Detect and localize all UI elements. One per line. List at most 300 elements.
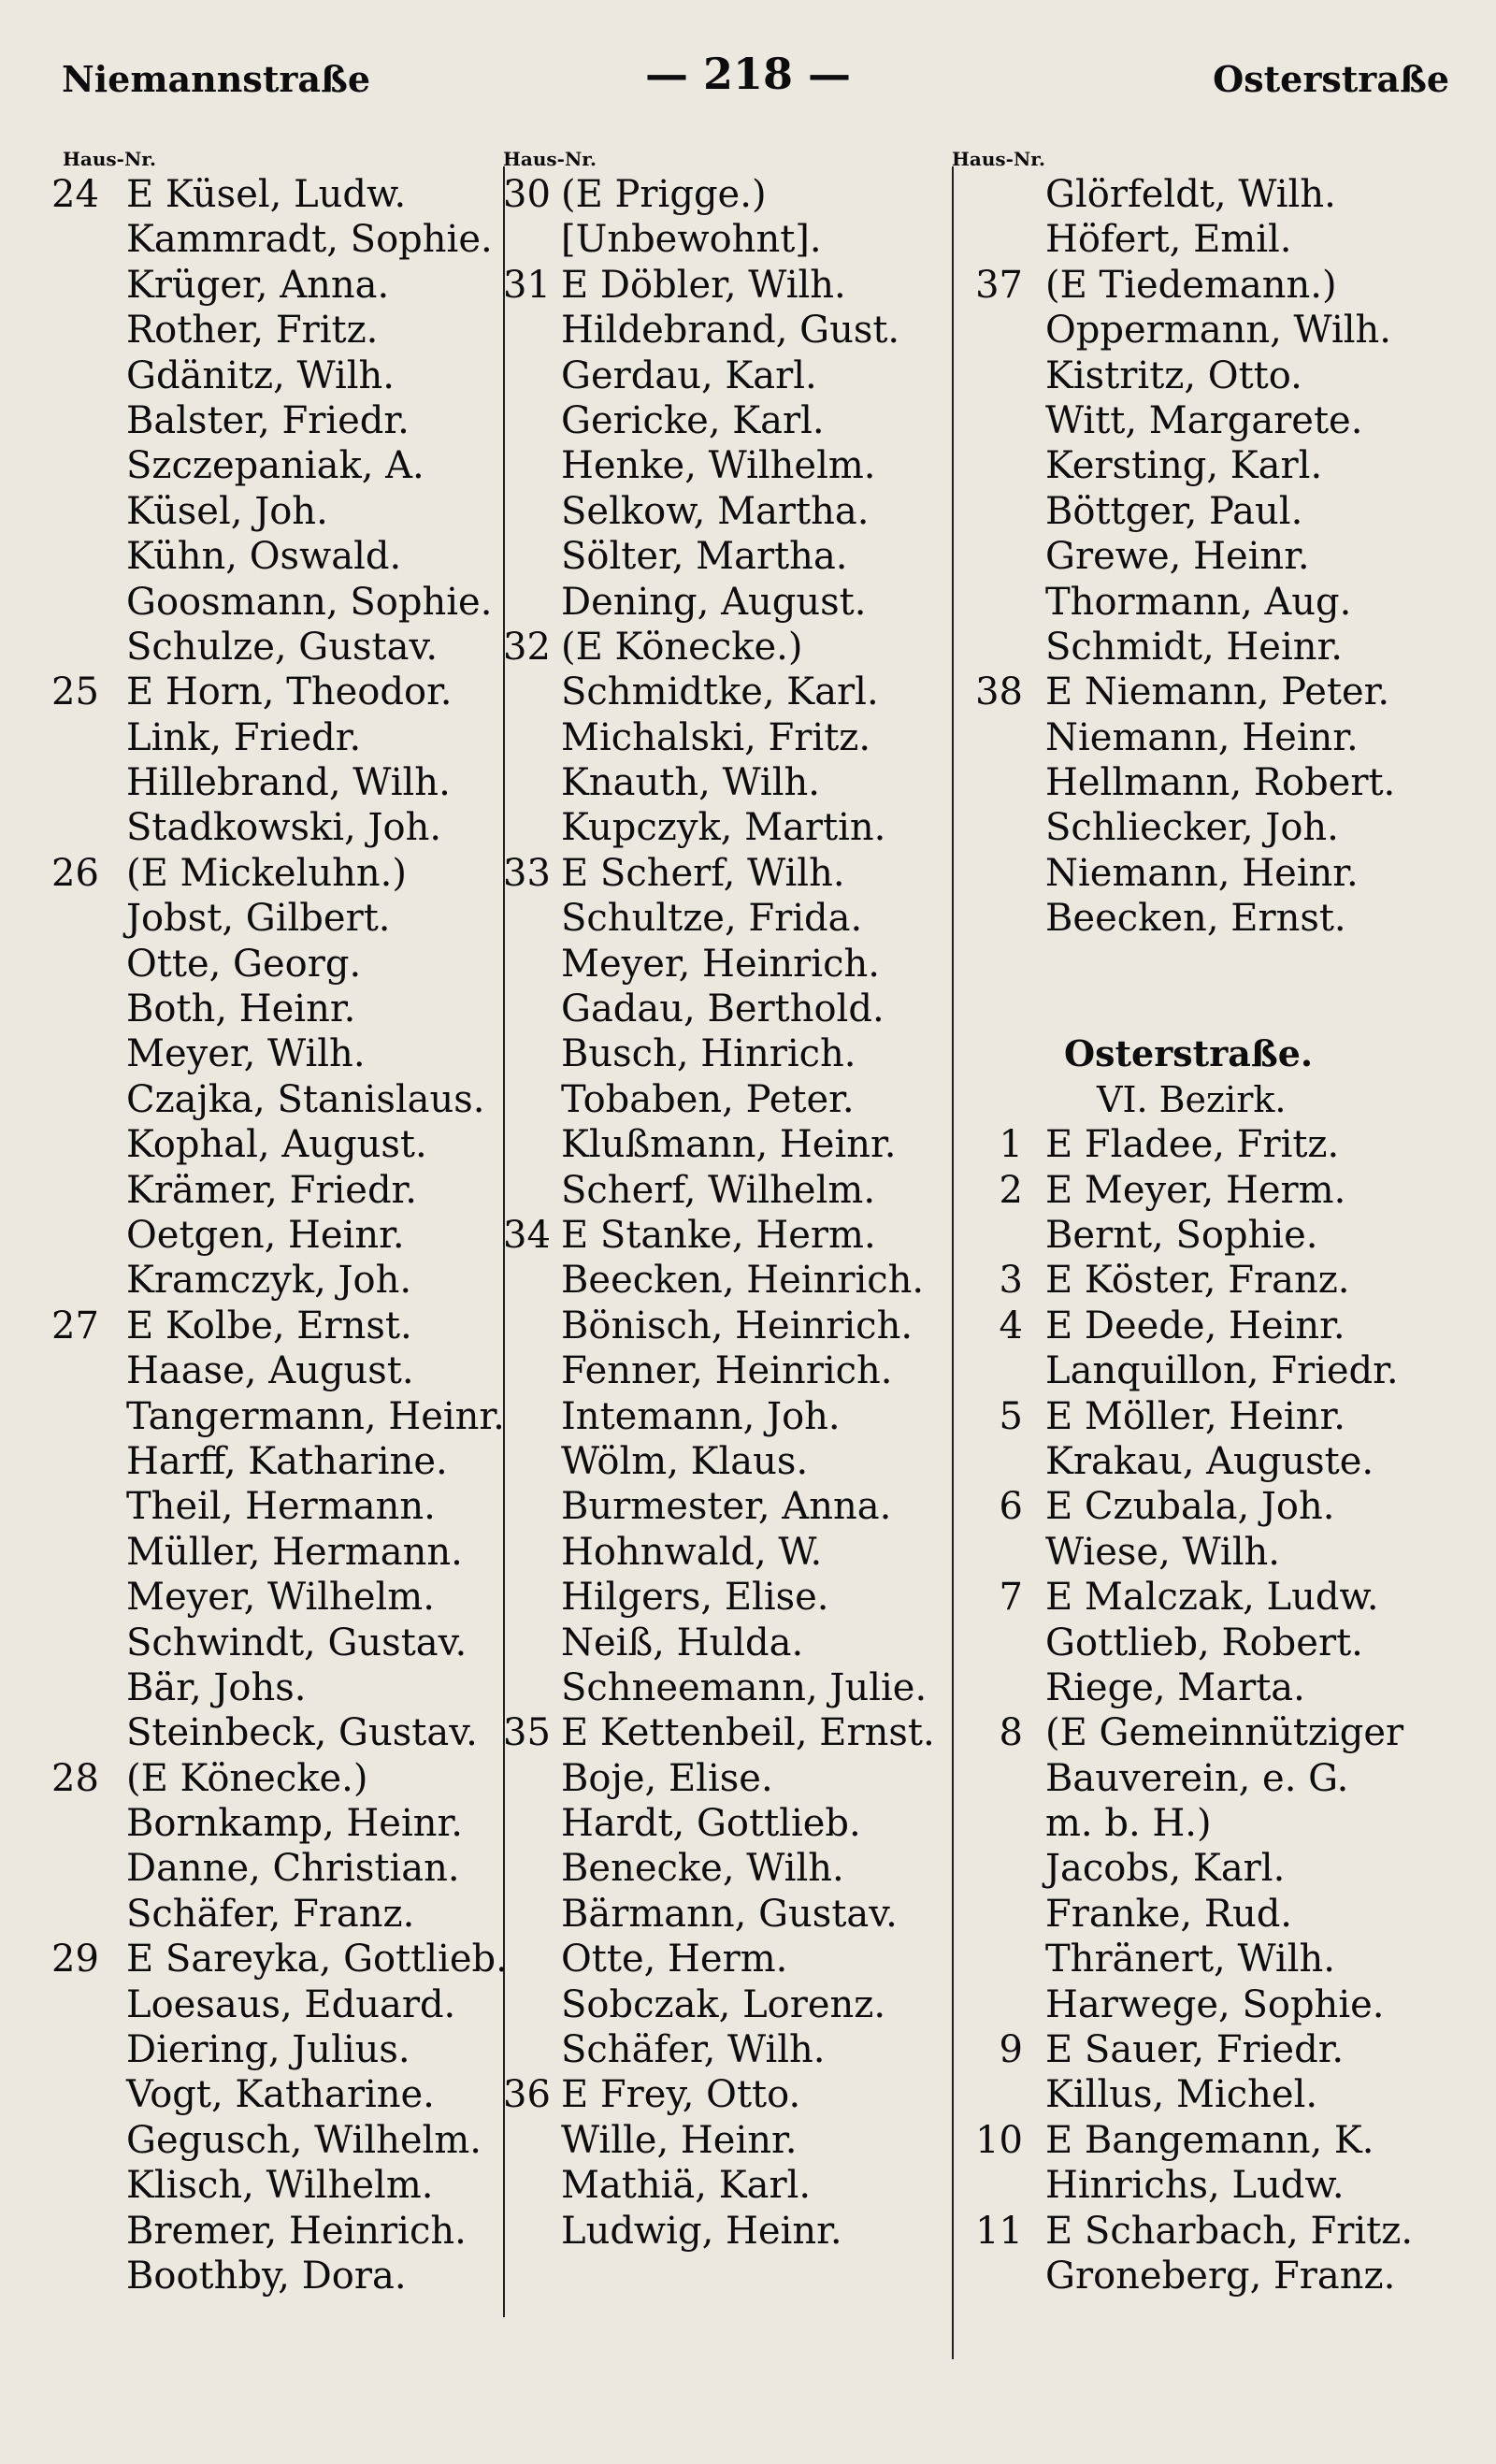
house-number <box>503 1530 561 1575</box>
resident-name: Killus, Michel. <box>1045 2073 1318 2117</box>
resident-name: Michalski, Fritz. <box>561 715 871 759</box>
house-number <box>51 1665 126 1710</box>
resident-name: E Frey, Otto. <box>561 2073 801 2117</box>
list-item <box>952 1982 1475 2027</box>
resident-name: Gericke, Karl. <box>561 398 825 442</box>
resident-name: E Meyer, Herm. <box>1045 1168 1346 1212</box>
list-item <box>503 1710 971 1755</box>
resident-name: Beecken, Ernst. <box>1045 897 1346 941</box>
resident-name: E Scharbach, Fritz. <box>1045 2209 1414 2253</box>
resident-name: (E Tiedemann.) <box>1045 263 1337 307</box>
list-item <box>51 1077 519 1122</box>
house-number <box>503 1575 561 1620</box>
resident-name: Ludwig, Heinr. <box>561 2209 842 2253</box>
resident-name: Busch, Hinrich. <box>561 1032 856 1076</box>
house-number <box>952 353 1045 398</box>
house-number: 3 <box>999 1259 1023 1303</box>
list-item <box>51 534 519 579</box>
list-item <box>503 1575 971 1620</box>
resident-name: Glörfeldt, Wilh. <box>1045 173 1336 216</box>
resident-name: E Scherf, Wilh. <box>561 851 845 895</box>
resident-name: E Sareyka, Gottlieb. <box>126 1938 508 1981</box>
resident-name: Gdänitz, Wilh. <box>126 353 396 397</box>
resident-name: Selkow, Martha. <box>561 489 870 533</box>
house-number <box>952 1756 1045 1801</box>
house-number <box>503 534 561 579</box>
list-item <box>503 398 971 443</box>
resident-name: (E Könecke.) <box>561 625 803 669</box>
list-item <box>51 1575 519 1620</box>
resident-name: Thormann, Aug. <box>1045 580 1352 624</box>
house-number <box>51 1258 126 1303</box>
resident-name: Beecken, Heinrich. <box>561 1259 925 1303</box>
resident-name: Boje, Elise. <box>561 1756 773 1800</box>
list-item <box>51 670 519 714</box>
house-number <box>503 443 561 488</box>
list-item <box>503 580 971 625</box>
resident-name: Intemann, Joh. <box>561 1394 841 1438</box>
list-item <box>51 353 519 398</box>
list-item <box>51 896 519 941</box>
list-item <box>952 308 1475 353</box>
list-item <box>952 534 1475 579</box>
resident-name: Schäfer, Franz. <box>126 1892 415 1936</box>
resident-name: (E Gemeinnütziger <box>1045 1711 1404 1755</box>
resident-name: E Sauer, Friedr. <box>1045 2028 1345 2072</box>
resident-name: E Kolbe, Ernst. <box>126 1304 412 1347</box>
house-number: 25 <box>51 670 99 714</box>
resident-name: Fenner, Heinrich. <box>561 1349 893 1393</box>
list-item <box>51 580 519 625</box>
entries-list <box>51 172 519 2298</box>
list-item <box>952 1846 1475 1891</box>
house-number <box>51 1122 126 1167</box>
list-item <box>51 1801 519 1846</box>
resident-name: Gadau, Berthold. <box>561 987 885 1031</box>
resident-name: Otte, Herm. <box>561 1938 788 1981</box>
entries-list <box>952 172 1475 942</box>
resident-name: Hinrichs, Ludw. <box>1045 2164 1345 2208</box>
house-number <box>503 760 561 805</box>
resident-name: Schäfer, Wilh. <box>561 2028 826 2072</box>
house-number: 6 <box>999 1485 1023 1529</box>
resident-name: Hillebrand, Wilh. <box>126 761 451 805</box>
house-number <box>51 443 126 488</box>
list-item <box>503 1846 971 1891</box>
section-gap <box>952 987 1475 1031</box>
house-number <box>952 1982 1045 2027</box>
house-number <box>51 2027 126 2072</box>
list-item <box>952 2027 1475 2072</box>
list-item <box>51 443 519 488</box>
list-item <box>952 1937 1475 1981</box>
resident-name: Wille, Heinr. <box>561 2118 798 2162</box>
list-item <box>952 263 1475 308</box>
house-number <box>503 805 561 850</box>
list-item <box>952 217 1475 262</box>
list-item <box>51 942 519 987</box>
house-number: 30 <box>503 173 551 216</box>
house-number <box>503 1348 561 1393</box>
list-item <box>503 1982 971 2027</box>
list-item <box>503 760 971 805</box>
list-item <box>503 534 971 579</box>
list-item <box>952 760 1475 805</box>
house-number-label: Haus-Nr. <box>503 148 597 170</box>
list-item <box>952 1439 1475 1484</box>
resident-name: E Möller, Heinr. <box>1045 1394 1345 1438</box>
list-item <box>51 1122 519 1167</box>
house-number <box>503 308 561 353</box>
list-item <box>503 263 971 308</box>
house-number <box>503 1846 561 1891</box>
list-item <box>51 1756 519 1801</box>
resident-name: Theil, Hermann. <box>126 1485 436 1529</box>
resident-name: E Stanke, Herm. <box>561 1213 876 1257</box>
list-item <box>51 1982 519 2027</box>
house-number: 38 <box>975 670 1023 714</box>
list-item <box>503 1621 971 1665</box>
house-number <box>952 625 1045 670</box>
house-number <box>503 2163 561 2208</box>
resident-name: Jobst, Gilbert. <box>126 897 391 941</box>
resident-name: E Kettenbeil, Ernst. <box>561 1711 935 1755</box>
resident-name: Höfert, Emil. <box>1045 218 1292 262</box>
house-number <box>503 1484 561 1529</box>
resident-name: Klisch, Wilhelm. <box>126 2164 434 2208</box>
house-number <box>51 353 126 398</box>
resident-name: Steinbeck, Gustav. <box>126 1711 478 1755</box>
column-3 <box>952 148 1475 2298</box>
resident-name: E Deede, Heinr. <box>1045 1304 1345 1347</box>
house-number <box>952 489 1045 534</box>
resident-name: Schwindt, Gustav. <box>126 1621 468 1664</box>
house-number <box>51 217 126 262</box>
resident-name: Franke, Rud. <box>1045 1892 1293 1936</box>
resident-name: Kühn, Oswald. <box>126 535 402 579</box>
house-number <box>51 1982 126 2027</box>
resident-name: Gottlieb, Robert. <box>1045 1621 1363 1664</box>
list-item <box>51 2254 519 2298</box>
house-number <box>51 1530 126 1575</box>
resident-name: Niemann, Heinr. <box>1045 715 1359 759</box>
list-item <box>952 1168 1475 1213</box>
resident-name: Hilgers, Elise. <box>561 1576 829 1620</box>
section-gap <box>952 942 1475 987</box>
house-number <box>952 1937 1045 1981</box>
list-item <box>952 625 1475 670</box>
resident-name: Dening, August. <box>561 580 867 624</box>
list-item <box>952 398 1475 443</box>
list-item <box>952 1394 1475 1439</box>
resident-name: Rother, Fritz. <box>126 309 379 353</box>
house-number <box>51 489 126 534</box>
entries-list <box>952 1122 1475 2298</box>
resident-name: (E Könecke.) <box>126 1756 368 1800</box>
list-item <box>952 1213 1475 1258</box>
house-number <box>51 2072 126 2117</box>
list-item <box>51 217 519 262</box>
list-item <box>51 1846 519 1891</box>
entries-list <box>503 172 971 2254</box>
resident-name: Müller, Hermann. <box>126 1530 463 1574</box>
house-number <box>952 398 1045 443</box>
list-item <box>952 2254 1475 2298</box>
resident-name: Bär, Johs. <box>126 1665 307 1709</box>
house-number <box>503 1439 561 1484</box>
house-number <box>503 987 561 1031</box>
house-number: 32 <box>503 625 551 669</box>
house-number <box>952 1439 1045 1484</box>
house-number <box>51 715 126 760</box>
list-item <box>503 1031 971 1076</box>
list-item <box>952 1484 1475 1529</box>
resident-name: Grewe, Heinr. <box>1045 535 1310 579</box>
house-number <box>952 760 1045 805</box>
house-number <box>503 1304 561 1348</box>
resident-name: Both, Heinr. <box>126 987 356 1031</box>
house-number: 4 <box>999 1304 1023 1347</box>
house-number <box>952 1892 1045 1937</box>
resident-name: Kophal, August. <box>126 1123 427 1167</box>
list-item <box>503 2209 971 2254</box>
list-item <box>503 443 971 488</box>
resident-name: Schmidt, Heinr. <box>1045 625 1343 669</box>
resident-name: Hellmann, Robert. <box>1045 761 1396 805</box>
resident-name: Bernt, Sophie. <box>1045 1213 1318 1257</box>
resident-name: Kammradt, Sophie. <box>126 218 493 262</box>
house-number <box>51 308 126 353</box>
house-number <box>503 2209 561 2254</box>
resident-name: E Czubala, Joh. <box>1045 1485 1335 1529</box>
house-number <box>503 1937 561 1981</box>
house-number <box>51 1168 126 1213</box>
house-number <box>503 353 561 398</box>
list-item <box>503 625 971 670</box>
house-number <box>51 1801 126 1846</box>
house-number <box>952 580 1045 625</box>
house-number <box>51 534 126 579</box>
resident-name: Kersting, Karl. <box>1045 444 1323 488</box>
list-item <box>51 1168 519 1213</box>
list-item <box>51 308 519 353</box>
house-number <box>51 2254 126 2298</box>
house-number <box>51 1348 126 1393</box>
list-item <box>952 805 1475 850</box>
resident-name: Vogt, Katharine. <box>126 2073 435 2117</box>
list-item <box>503 1756 971 1801</box>
resident-name: Hohnwald, W. <box>561 1530 823 1574</box>
list-item <box>503 1530 971 1575</box>
list-item <box>952 715 1475 760</box>
list-item <box>952 2118 1475 2163</box>
house-number <box>952 2163 1045 2208</box>
list-item <box>952 580 1475 625</box>
house-number <box>503 1258 561 1303</box>
house-number: 33 <box>503 851 551 895</box>
list-item <box>952 1756 1475 1801</box>
house-number: 34 <box>503 1213 551 1257</box>
list-item <box>51 805 519 850</box>
list-item <box>952 670 1475 714</box>
house-number: 2 <box>999 1168 1023 1212</box>
resident-name: Haase, August. <box>126 1349 414 1393</box>
house-number <box>503 896 561 941</box>
resident-name: Riege, Marta. <box>1045 1665 1305 1709</box>
house-number <box>952 1213 1045 1258</box>
resident-name: Witt, Margarete. <box>1045 398 1363 442</box>
resident-name: Mathiä, Karl. <box>561 2164 812 2208</box>
list-item <box>503 1122 971 1167</box>
resident-name: Harff, Katharine. <box>126 1439 448 1483</box>
list-item <box>51 1892 519 1937</box>
house-number <box>952 1621 1045 1665</box>
house-number <box>503 489 561 534</box>
resident-name: Klußmann, Heinr. <box>561 1123 897 1167</box>
house-number <box>503 1621 561 1665</box>
page-number: — 218 — <box>644 49 852 99</box>
house-number: 29 <box>51 1938 99 1981</box>
running-head-left: Niemannstraße <box>62 58 371 100</box>
house-number: 35 <box>503 1711 551 1755</box>
house-number <box>952 1348 1045 1393</box>
list-item <box>952 1710 1475 1755</box>
resident-name: Bauverein, e. G. <box>1045 1756 1349 1800</box>
resident-name: E Fladee, Fritz. <box>1045 1123 1340 1167</box>
house-number <box>503 715 561 760</box>
resident-name: Groneberg, Franz. <box>1045 2254 1396 2298</box>
list-item <box>952 2163 1475 2208</box>
list-item <box>503 1213 971 1258</box>
resident-name: Oetgen, Heinr. <box>126 1213 405 1257</box>
list-item <box>503 353 971 398</box>
column-1 <box>51 148 519 2298</box>
resident-name: Krämer, Friedr. <box>126 1168 417 1212</box>
resident-name: Schneemann, Julie. <box>561 1665 928 1709</box>
house-number <box>503 1665 561 1710</box>
list-item <box>952 1665 1475 1710</box>
house-number <box>952 805 1045 850</box>
resident-name: E Köster, Franz. <box>1045 1259 1350 1303</box>
list-item <box>51 172 519 217</box>
house-number <box>51 1575 126 1620</box>
list-item <box>952 2209 1475 2254</box>
list-item <box>51 1710 519 1755</box>
house-number: 11 <box>975 2209 1023 2253</box>
house-number: 37 <box>975 263 1023 307</box>
street-title: Osterstraße. <box>1064 1032 1314 1075</box>
list-item <box>51 1665 519 1710</box>
list-item <box>503 308 971 353</box>
house-number <box>51 1213 126 1258</box>
house-number <box>51 2118 126 2163</box>
house-number <box>952 308 1045 353</box>
house-number <box>503 1077 561 1122</box>
house-number <box>51 1710 126 1755</box>
resident-name: E Malczak, Ludw. <box>1045 1576 1379 1620</box>
house-number <box>952 217 1045 262</box>
resident-name: Meyer, Wilh. <box>126 1032 366 1076</box>
list-item <box>503 217 971 262</box>
house-number <box>51 1484 126 1529</box>
list-item <box>51 851 519 896</box>
resident-name: Diering, Julius. <box>126 2028 410 2072</box>
house-number <box>503 398 561 443</box>
district-label: VI. Bezirk. <box>1097 1078 1287 1120</box>
resident-name: Benecke, Wilh. <box>561 1847 844 1891</box>
list-item <box>503 987 971 1031</box>
resident-name: Küsel, Joh. <box>126 489 328 533</box>
resident-name: Link, Friedr. <box>126 715 362 759</box>
house-number: 1 <box>999 1123 1023 1167</box>
resident-name: Szczepaniak, A. <box>126 444 424 488</box>
list-item <box>51 1348 519 1393</box>
house-number <box>503 1892 561 1937</box>
house-number <box>503 1756 561 1801</box>
list-item <box>503 489 971 534</box>
house-number <box>503 1982 561 2027</box>
resident-name: Meyer, Wilhelm. <box>126 1576 435 1620</box>
resident-name: Balster, Friedr. <box>126 398 410 442</box>
house-number <box>952 172 1045 217</box>
list-item <box>503 942 971 987</box>
house-number: 9 <box>999 2028 1023 2072</box>
resident-name: Schulze, Gustav. <box>126 625 439 669</box>
resident-name: Neiß, Hulda. <box>561 1621 804 1664</box>
house-number: 26 <box>51 851 99 895</box>
list-item <box>952 1530 1475 1575</box>
resident-name: Bornkamp, Heinr. <box>126 1802 463 1846</box>
house-number <box>503 217 561 262</box>
house-number <box>952 2254 1045 2298</box>
house-number <box>952 1846 1045 1891</box>
house-number <box>503 1801 561 1846</box>
resident-name: E Döbler, Wilh. <box>561 263 846 307</box>
list-item <box>503 1665 971 1710</box>
list-item <box>51 398 519 443</box>
resident-name: Sobczak, Lorenz. <box>561 1982 886 2026</box>
house-number-label: Haus-Nr. <box>63 148 156 170</box>
list-item <box>51 2027 519 2072</box>
list-item <box>503 1937 971 1981</box>
resident-name: E Bangemann, K. <box>1045 2118 1374 2162</box>
list-item <box>503 851 971 896</box>
resident-name: E Horn, Theodor. <box>126 670 453 714</box>
resident-name: Loesaus, Eduard. <box>126 1982 456 2026</box>
resident-name: Tangermann, Heinr. <box>126 1394 505 1438</box>
list-item <box>51 1304 519 1348</box>
house-number <box>51 942 126 987</box>
resident-name: Hildebrand, Gust. <box>561 309 900 353</box>
list-item <box>952 1348 1475 1393</box>
house-number <box>51 1031 126 1076</box>
house-number <box>51 896 126 941</box>
resident-name: Kistritz, Otto. <box>1045 353 1302 397</box>
house-number <box>503 670 561 714</box>
house-number <box>952 1801 1045 1846</box>
list-item <box>51 2163 519 2208</box>
list-item <box>952 1122 1475 1167</box>
resident-name: Gegusch, Wilhelm. <box>126 2118 482 2162</box>
list-item <box>503 1258 971 1303</box>
resident-name: (E Prigge.) <box>561 173 767 216</box>
resident-name: Bönisch, Heinrich. <box>561 1304 913 1347</box>
resident-name: Niemann, Heinr. <box>1045 851 1359 895</box>
resident-name: Meyer, Heinrich. <box>561 942 880 986</box>
house-number: 31 <box>503 263 551 307</box>
running-head-right: Osterstraße <box>1213 58 1449 100</box>
house-number <box>952 534 1045 579</box>
